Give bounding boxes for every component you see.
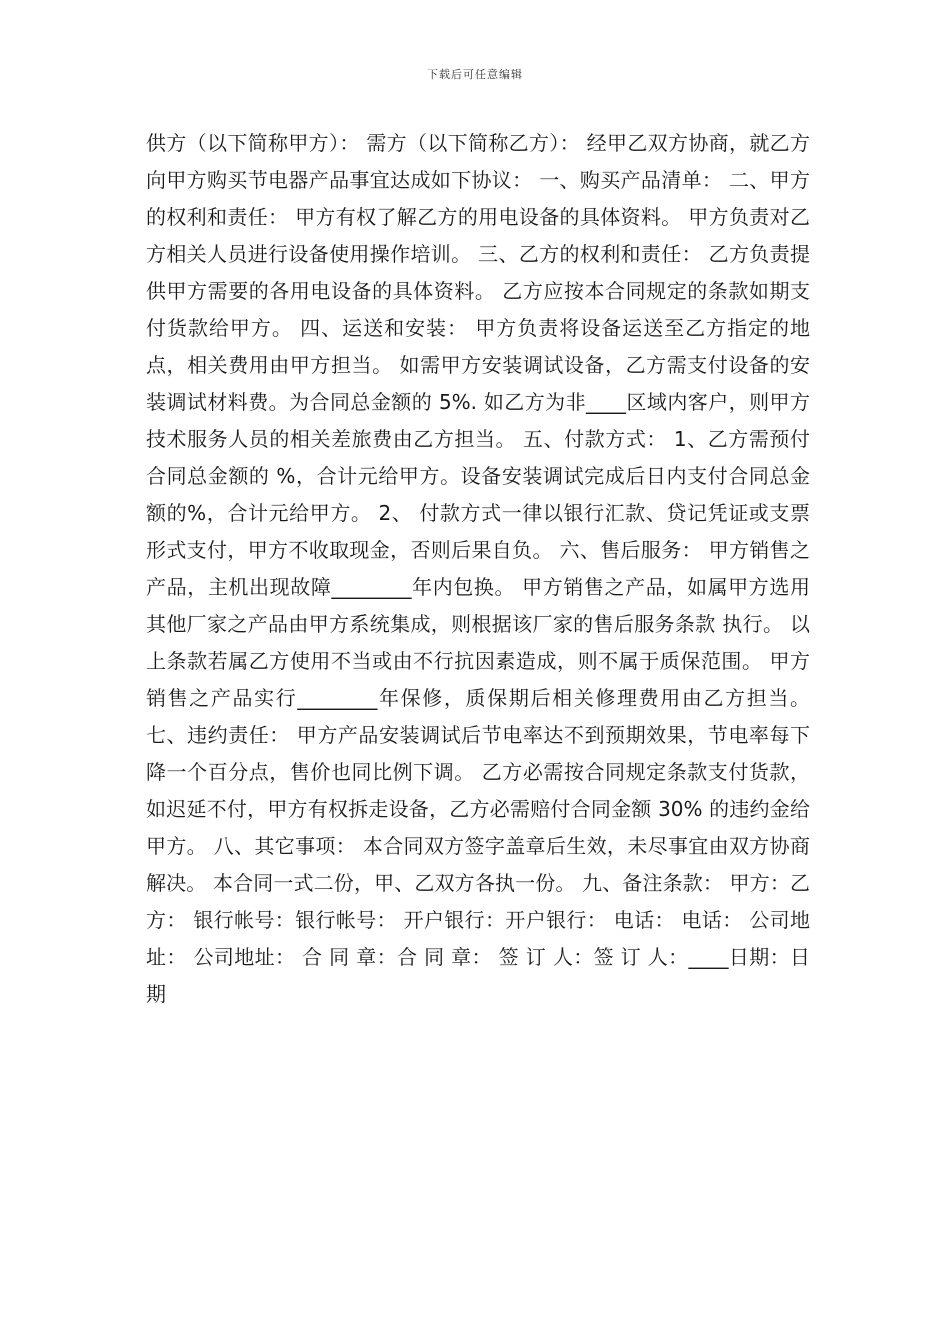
contract-body-text: 供方（以下简称甲方）： 需方（以下简称乙方）： 经甲乙双方协商，就乙方向甲方购买节电器产品事宜达成如下协议： 一、购买产品清单： 二、甲方的权利和责任： 甲方有权了解乙方的用电设备的具体资料。 甲方负责对乙方相关人员进行设备使用操作培训。 三、乙方的权利和责任： 乙方负责提供甲方需要的各用电设备的具体资料。 乙方应按本合同规定的条款如期支付货款给甲方。 四、运送和安装： 甲方负责将设备运送至乙方指定的地点，相关费用由甲方担当。 如需甲方安装调试设备，乙方需支付设备的安装调试材料费。为合同总金额的 5%. 如乙方为非____区域内客户，则甲方技术服务人员的相关差旅费由乙方担当。 五、付款方式： 1、乙方需预付合同总金额的 %，合计元给甲方。设备安装调试完成后日内支付合同总金额的%，合计元给甲方。 2、 付款方式一律以银行汇款、贷记凭证或支票形式支付，甲方不收取现金，否则后果自负。 六、售后服务： 甲方销售之产品，主机出现故障________年内包换。 甲方销售之产品，如属甲方选用其他厂家之产品由甲方系统集成，则根据该厂家的售后服务条款 执行。 以上条款若属乙方使用不当或由不行抗因素造成，则不属于质保范围。 甲方销售之产品实行________年保修，质保期后相关修理费用由乙方担当。 七、违约责任： 甲方产品安装调试后节电率达不到预期效果，节电率每下降一个百分点，售价也同比例下调。 乙方必需按合同规定条款支付货款，如迟延不付，甲方有权拆走设备，乙方必需赔付合同金额 30% 的违约金给甲方。 八、其它事项： 本合同双方签字盖章后生效，未尽事宜由双方协商解决。 本合同一式二份，甲、乙双方各执一份。 九、备注条款： 甲方：乙方： 银行帐号：银行帐号： 开户银行：开户银行： 电话： 电话： 公司地址： 公司地址： 合 同 章：合 同 章： 签 订 人：签 订 人：____日期：日期: [146, 131, 810, 1006]
header-note: 下载后可任意编辑: [427, 68, 523, 81]
